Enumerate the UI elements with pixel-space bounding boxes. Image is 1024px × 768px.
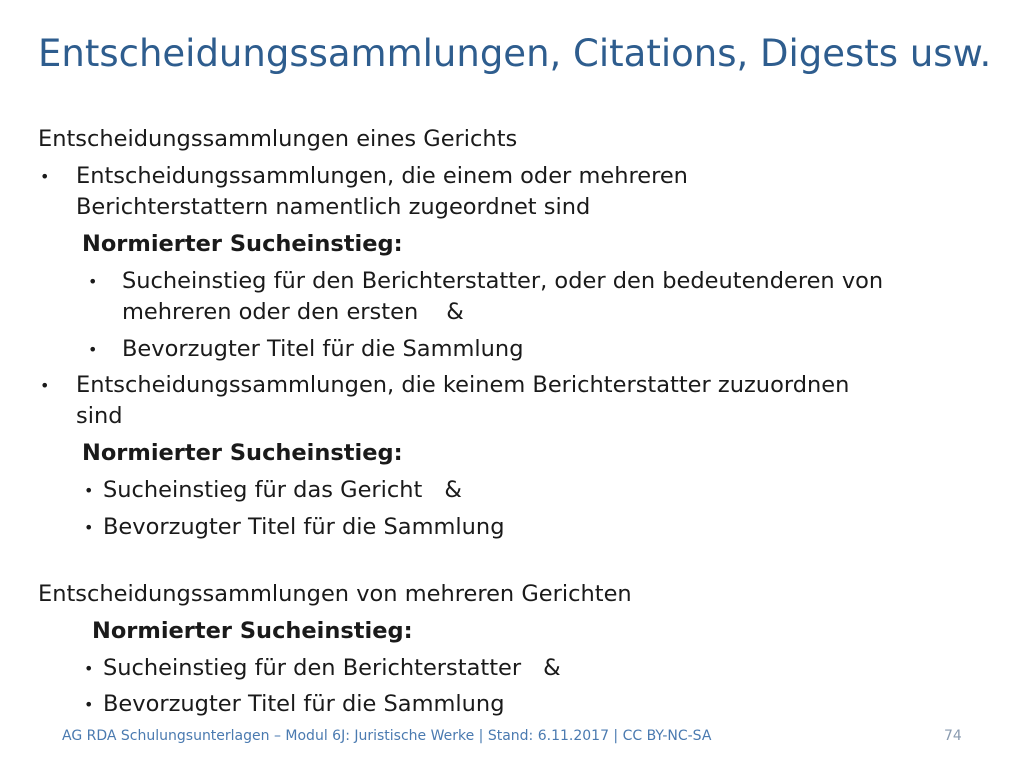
bullet-marker: •	[40, 376, 50, 395]
normierter-sucheinstieg-label-2: Normierter Sucheinstieg:	[82, 440, 403, 466]
bullet2-text-line2: sind	[76, 403, 123, 429]
sub1a-text-line1: Sucheinstieg für den Berichterstatter, oder den bedeutenderen von	[122, 268, 884, 294]
sub1b-text: Bevorzugter Titel für die Sammlung	[122, 336, 524, 362]
section-heading-single-court: Entscheidungssammlungen eines Gerichts	[38, 126, 518, 152]
normierter-sucheinstieg-label-3: Normierter Sucheinstieg:	[92, 618, 413, 644]
ampersand: &	[446, 299, 464, 325]
bullet-marker: •	[84, 481, 94, 500]
bullet1-text-line1: Entscheidungssammlungen, die einem oder mehreren	[76, 163, 688, 189]
bullet-marker: •	[40, 167, 50, 186]
section-heading-multiple-courts: Entscheidungssammlungen von mehreren Gerichten	[38, 581, 632, 607]
bullet-marker: •	[88, 340, 98, 359]
bullet-marker: •	[84, 518, 94, 537]
bullet-marker: •	[88, 272, 98, 291]
slide-title: Entscheidungssammlungen, Citations, Digests usw.	[38, 32, 992, 75]
sub2b-text: Bevorzugter Titel für die Sammlung	[103, 514, 505, 540]
sub3b-text: Bevorzugter Titel für die Sammlung	[103, 691, 505, 717]
bullet1-text-line2: Berichterstattern namentlich zugeordnet sind	[76, 194, 591, 220]
sub1a-text-line2: mehreren oder den ersten &	[122, 299, 464, 325]
ampersand: &	[543, 655, 561, 681]
slide-footer: AG RDA Schulungsunterlagen – Modul 6J: Juristische Werke | Stand: 6.11.2017 | CC BY-NC-SA	[62, 728, 712, 744]
normierter-sucheinstieg-label-1: Normierter Sucheinstieg:	[82, 231, 403, 257]
page-number: 74	[944, 728, 962, 744]
ampersand: &	[444, 477, 462, 503]
sub2a-text: Sucheinstieg für das Gericht &	[103, 477, 462, 503]
bullet2-text-line1: Entscheidungssammlungen, die keinem Berichterstatter zuzuordnen	[76, 372, 850, 398]
bullet-marker: •	[84, 659, 94, 678]
bullet-marker: •	[84, 695, 94, 714]
sub3a-text: Sucheinstieg für den Berichterstatter &	[103, 655, 561, 681]
